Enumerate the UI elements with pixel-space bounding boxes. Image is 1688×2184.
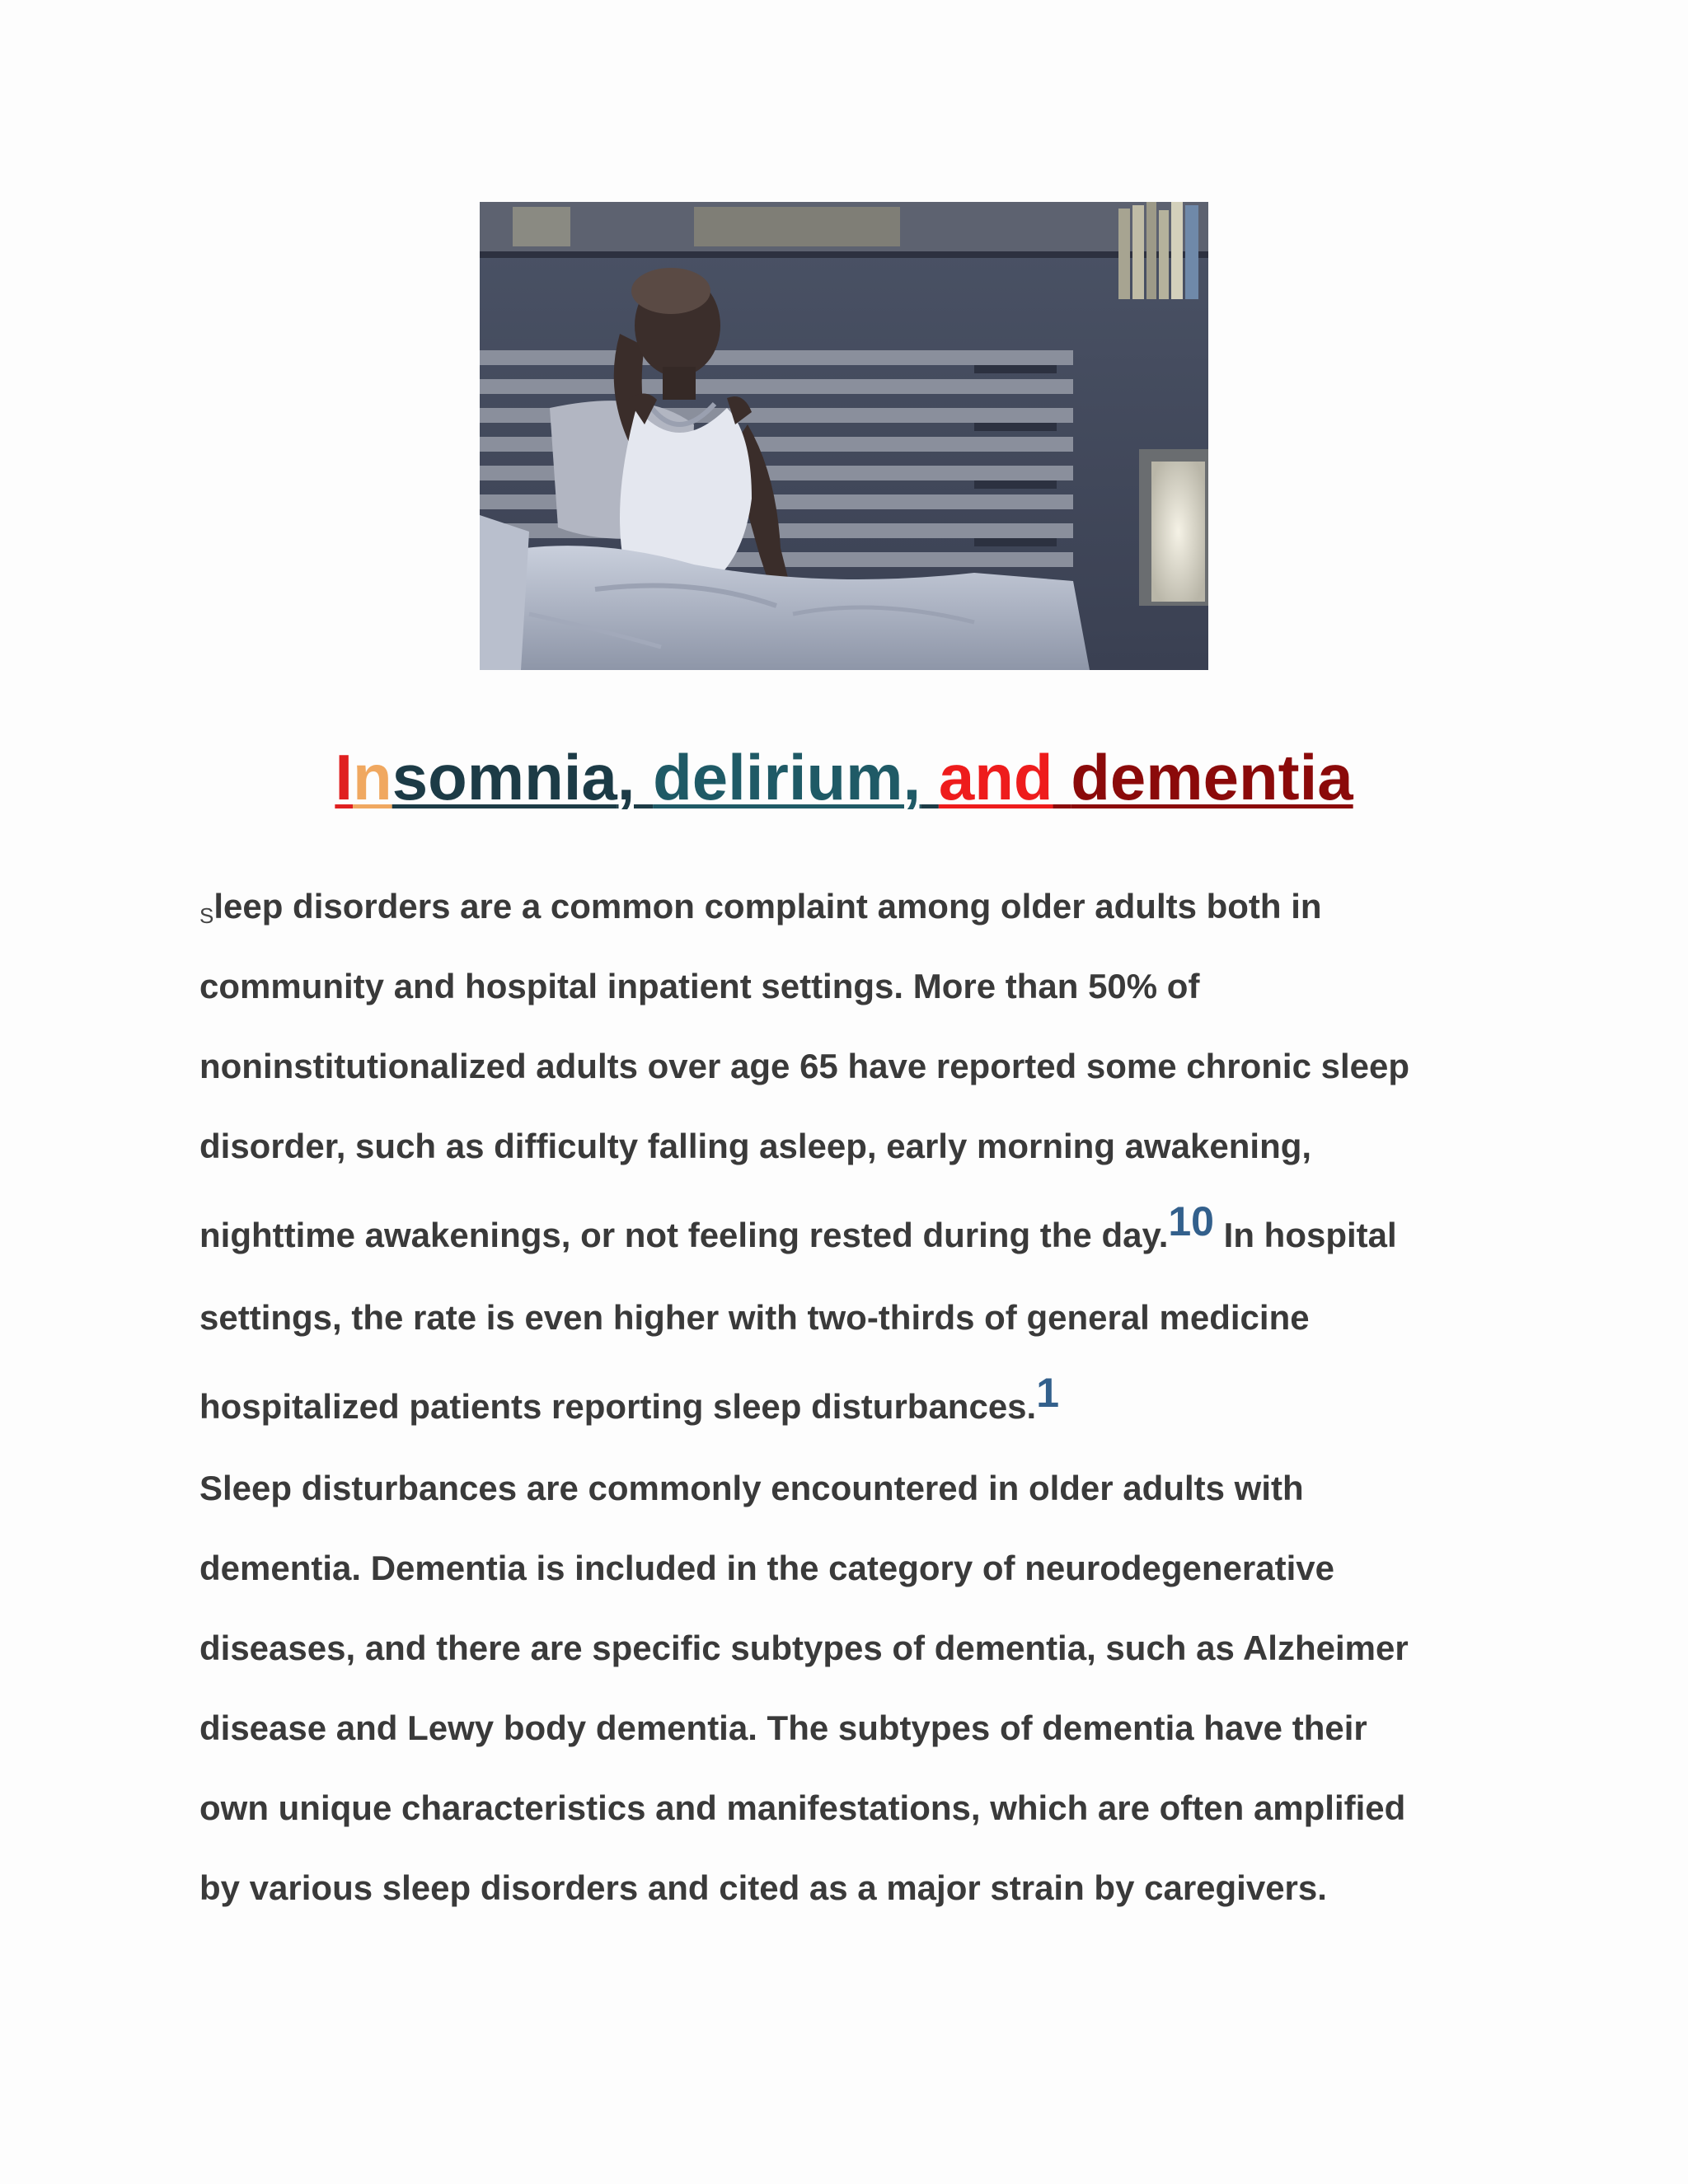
citation-link[interactable]: 1 — [1036, 1370, 1060, 1416]
title-part — [921, 741, 939, 813]
paragraph-2-line — [199, 1783, 1405, 1833]
paragraph-2-line — [199, 1704, 1367, 1753]
line-text: disease and Lewy body dementia. The subtypes of dementia have their — [199, 1708, 1367, 1747]
paragraph-1-line — [199, 1122, 1311, 1171]
line-text: own unique characteristics and manifestations, which are often amplified — [199, 1788, 1406, 1827]
paragraph-1-line — [199, 1293, 1310, 1343]
title-part: I — [335, 741, 354, 813]
title-part: dementia — [1071, 741, 1353, 813]
paragraph-1-line — [199, 1370, 1060, 1432]
line-text: disorder, such as difficulty falling asleep, early morning awakening, — [199, 1127, 1312, 1165]
line-text: settings, the rate is even higher with two-thirds of general medicine — [199, 1298, 1310, 1337]
line-text: In hospital — [1223, 1216, 1397, 1254]
line-text: by various sleep disorders and cited as a major strain by caregivers. — [199, 1868, 1327, 1907]
paragraph-1-line — [199, 962, 1199, 1011]
paragraph-1-line — [199, 882, 1322, 940]
title-part: , — [617, 741, 654, 813]
drop-letter: S — [199, 903, 214, 928]
line-text: leep disorders are a common complaint among older adults both in — [213, 887, 1322, 926]
paragraph-1-line — [199, 1042, 1409, 1091]
line-text: diseases, and there are specific subtypes of dementia, such as Alzheimer — [199, 1629, 1409, 1667]
paragraph-1-line — [199, 1198, 1397, 1260]
paragraph-2-line — [199, 1863, 1327, 1913]
line-text: community and hospital inpatient settings. More than 50% of — [199, 967, 1200, 1005]
line-text: noninstitutionalized adults over age 65 have reported some chronic sleep — [199, 1047, 1410, 1085]
title-part: and — [938, 741, 1053, 813]
line-text: Sleep disturbances are commonly encountered in older adults with — [199, 1469, 1304, 1507]
title-part: somnia — [392, 741, 617, 813]
line-text: nighttime awakenings, or not feeling rested during the day. — [199, 1216, 1169, 1254]
paragraph-2-line — [199, 1544, 1334, 1593]
title-part: delirium, — [653, 741, 921, 813]
line-text: dementia. Dementia is included in the category of neurodegenerative — [199, 1549, 1334, 1587]
paragraph-2-line — [199, 1624, 1409, 1673]
title-part: n — [353, 741, 392, 813]
paragraph-2-line — [199, 1464, 1304, 1513]
line-text: hospitalized patients reporting sleep disturbances. — [199, 1387, 1037, 1426]
title-part — [1053, 741, 1071, 813]
document-title — [0, 736, 1688, 818]
citation-link[interactable]: 10 — [1168, 1198, 1214, 1244]
woman-insomnia-photo — [480, 202, 1208, 670]
